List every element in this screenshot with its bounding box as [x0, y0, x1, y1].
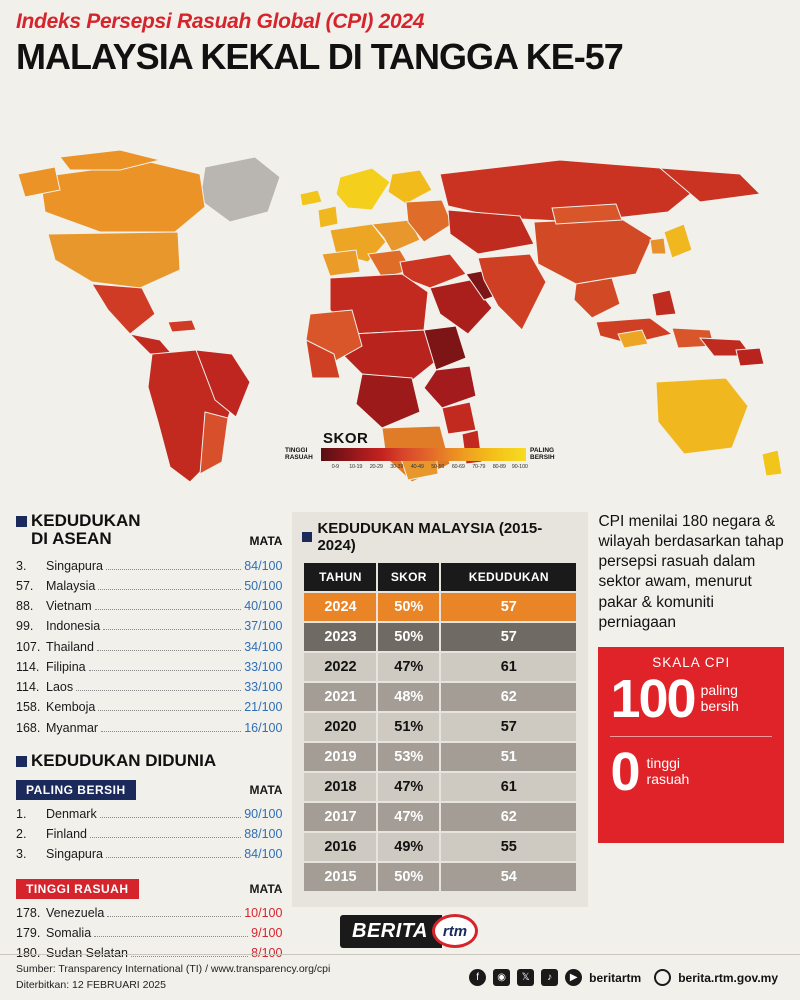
score-value: 84/100	[244, 558, 283, 573]
cell-rank: 55	[441, 833, 576, 861]
youtube-icon[interactable]: ▶	[565, 969, 582, 986]
world-title: KEDUDUKAN DIDUNIA	[31, 750, 217, 770]
social-handle: beritartm	[589, 970, 642, 985]
world-map	[0, 82, 800, 492]
col-header-year: TAHUN	[304, 563, 376, 591]
score-value: 40/100	[244, 599, 283, 614]
cell-rank: 54	[441, 863, 576, 891]
list-item	[16, 596, 282, 616]
cell-year: 2016	[304, 833, 376, 861]
scale-top-label	[701, 683, 739, 714]
score-value: 90/100	[244, 806, 283, 821]
website-url[interactable]: berita.rtm.gov.my	[678, 970, 778, 985]
cleanest-badge: PALING BERSIH	[16, 780, 136, 800]
bullet-square-icon	[302, 532, 312, 542]
cell-rank: 62	[441, 683, 576, 711]
legend-right-label: PALING BERSIH	[530, 447, 555, 462]
rank: 179.	[16, 925, 41, 940]
asean-section-heading	[16, 512, 282, 548]
cell-score: 53%	[378, 743, 439, 771]
legend-tick: 40-49	[410, 463, 424, 470]
country-name: Vietnam	[46, 599, 92, 614]
info-column	[598, 512, 784, 963]
dot-leader	[98, 589, 241, 590]
source-line1: Sumber: Transparency International (TI) / www.transparency.org/cpi	[16, 963, 331, 976]
legend-gradient-bar	[321, 448, 526, 461]
score-value: 84/100	[244, 847, 283, 862]
list-item	[16, 637, 282, 657]
ranking-column	[16, 512, 282, 963]
malaysia-ranking-table	[302, 561, 578, 893]
list-item	[16, 657, 282, 677]
berita-wordmark: BERITA	[340, 915, 442, 948]
corrupt-score-header: MATA	[249, 881, 283, 896]
cell-rank: 61	[441, 773, 576, 801]
table-row	[304, 683, 576, 711]
rank: 180.	[16, 946, 41, 961]
cell-score: 51%	[378, 713, 439, 741]
asean-score-header: MATA	[249, 534, 283, 549]
col-header-rank: KEDUDUKAN	[441, 563, 576, 591]
score-value: 9/100	[251, 925, 283, 940]
legend-tick: 0-9	[331, 463, 339, 470]
rtm-mark: rtm	[432, 914, 478, 948]
cpi-scale-card	[598, 647, 784, 843]
score-value: 21/100	[244, 700, 283, 715]
rank: 114.	[16, 680, 40, 695]
list-item	[16, 576, 282, 596]
kicker-title: Indeks Persepsi Rasuah Global (CPI) 2024	[16, 10, 425, 33]
malaysia-table-box	[292, 512, 588, 907]
dot-leader	[103, 629, 241, 630]
country-name: Somalia	[46, 925, 92, 940]
table-row	[304, 623, 576, 651]
rank: 3.	[16, 558, 27, 573]
dot-leader	[95, 609, 242, 610]
legend-ticks	[325, 464, 530, 470]
source-line2: Diterbitkan: 12 FEBRUARI 2025	[16, 978, 166, 991]
cell-score: 48%	[378, 683, 439, 711]
social-links	[469, 969, 784, 986]
corrupt-badge: TINGGI RASUAH	[16, 879, 139, 899]
scale-top-value: 100	[610, 668, 695, 729]
facebook-icon[interactable]: f	[469, 969, 486, 986]
divider	[610, 736, 772, 737]
scale-top-label-line1: paling	[700, 682, 738, 699]
legend-tick: 50-59	[431, 463, 445, 470]
globe-icon	[654, 969, 671, 986]
dot-leader	[106, 569, 241, 570]
score-value: 88/100	[244, 827, 283, 842]
cleanest-list	[16, 804, 282, 865]
cell-rank: 61	[441, 653, 576, 681]
asean-list	[16, 556, 282, 738]
rank: 168.	[16, 720, 41, 735]
dot-leader	[94, 936, 248, 937]
legend-title: SKOR	[323, 430, 369, 447]
country-name: Filipina	[46, 659, 86, 674]
legend-tick: 10-19	[349, 463, 363, 470]
list-item	[16, 844, 282, 864]
scale-title: SKALA CPI	[652, 654, 731, 670]
rank: 107.	[16, 639, 41, 654]
cell-year: 2021	[304, 683, 376, 711]
legend-tick: 90-100	[511, 463, 528, 470]
cell-score: 50%	[378, 593, 439, 621]
country-name: Venezuela	[46, 905, 105, 920]
country-name: Kemboja	[46, 700, 96, 715]
instagram-icon[interactable]: ◉	[493, 969, 510, 986]
cell-score: 50%	[378, 863, 439, 891]
asean-title-line1: KEDUDUKAN	[31, 511, 141, 530]
legend-tick: 30-39	[390, 463, 404, 470]
rank: 2.	[16, 827, 27, 842]
legend-tick: 60-69	[451, 463, 465, 470]
cell-score: 50%	[378, 623, 439, 651]
cell-year: 2015	[304, 863, 376, 891]
list-item	[16, 616, 282, 636]
score-value: 10/100	[244, 905, 283, 920]
dot-leader	[106, 857, 241, 858]
dot-leader	[98, 710, 241, 711]
rank: 57.	[16, 578, 34, 593]
score-value: 37/100	[244, 619, 283, 634]
country-name: Laos	[46, 680, 74, 695]
list-item	[16, 923, 282, 943]
dot-leader	[90, 837, 241, 838]
table-row	[304, 593, 576, 621]
cell-rank: 51	[441, 743, 576, 771]
cell-rank: 62	[441, 803, 576, 831]
x-twitter-icon[interactable]: 𝕏	[517, 969, 534, 986]
score-value: 16/100	[244, 720, 283, 735]
list-item	[16, 556, 282, 576]
legend-tick: 80-89	[492, 463, 506, 470]
cell-year: 2024	[304, 593, 376, 621]
cell-year: 2018	[304, 773, 376, 801]
table-row	[304, 743, 576, 771]
dot-leader	[107, 916, 241, 917]
dot-leader	[76, 690, 241, 691]
country-name: Indonesia	[46, 619, 101, 634]
country-name: Finland	[46, 827, 87, 842]
dot-leader	[97, 650, 241, 651]
cell-year: 2022	[304, 653, 376, 681]
berita-rtm-logo	[340, 914, 478, 948]
cpi-description: CPI menilai 180 negara & wilayah berdasarkan tahap persepsi rasuah dalam sektor awam, menurut pakar & komuniti perniagaan	[598, 513, 784, 631]
country-name: Myanmar	[46, 720, 99, 735]
country-name: Singapura	[46, 558, 103, 573]
bullet-square-icon	[16, 756, 27, 767]
rank: 88.	[16, 599, 34, 614]
cell-score: 47%	[378, 773, 439, 801]
dot-leader	[100, 817, 241, 818]
col-header-score: SKOR	[378, 563, 439, 591]
list-item	[16, 718, 282, 738]
cell-year: 2017	[304, 803, 376, 831]
list-item	[16, 824, 282, 844]
malaysia-table-column	[292, 512, 588, 963]
header	[0, 0, 800, 78]
score-value: 50/100	[244, 578, 283, 593]
rank: 99.	[16, 619, 34, 634]
cell-year: 2019	[304, 743, 376, 771]
cleanest-score-header: MATA	[249, 782, 283, 797]
table-row	[304, 713, 576, 741]
cleanest-header-row	[16, 780, 282, 800]
table-row	[304, 773, 576, 801]
footer	[0, 954, 800, 1000]
cell-score: 47%	[378, 803, 439, 831]
malaysia-table-title: KEDUDUKAN MALAYSIA (2015-2024)	[317, 520, 543, 554]
malaysia-table-heading	[302, 520, 578, 554]
legend-left-label: TINGGI RASUAH	[285, 447, 313, 462]
cell-score: 47%	[378, 653, 439, 681]
dot-leader	[101, 731, 241, 732]
list-item	[16, 804, 282, 824]
cell-rank: 57	[441, 713, 576, 741]
dot-leader	[89, 670, 242, 671]
scale-bottom-label	[647, 756, 690, 787]
score-value: 33/100	[244, 680, 283, 695]
cell-year: 2023	[304, 623, 376, 651]
table-row	[304, 863, 576, 891]
scale-bottom-label-line1: tinggi	[646, 755, 680, 772]
rank: 1.	[16, 806, 27, 821]
list-item	[16, 903, 282, 923]
scale-top-label-line2: bersih	[700, 697, 739, 714]
legend-tick: 70-79	[472, 463, 486, 470]
tiktok-icon[interactable]: ♪	[541, 969, 558, 986]
world-section-heading	[16, 752, 282, 770]
table-header-row	[304, 563, 576, 591]
cell-rank: 57	[441, 593, 576, 621]
table-row	[304, 803, 576, 831]
rank: 114.	[16, 659, 40, 674]
score-value: 34/100	[244, 639, 283, 654]
cell-score: 49%	[378, 833, 439, 861]
map-legend	[285, 430, 585, 470]
table-row	[304, 653, 576, 681]
corrupt-header-row	[16, 879, 282, 899]
country-name: Malaysia	[46, 578, 96, 593]
rank: 158.	[16, 700, 41, 715]
rank: 3.	[16, 847, 27, 862]
page-title: MALAYSIA KEKAL DI TANGGA KE-57	[16, 36, 623, 77]
bullet-square-icon	[16, 516, 27, 527]
list-item	[16, 697, 282, 717]
legend-tick: 20-29	[369, 463, 383, 470]
country-name: Denmark	[46, 806, 97, 821]
score-value: 8/100	[251, 946, 283, 961]
list-item	[16, 677, 282, 697]
rank: 178.	[16, 905, 41, 920]
country-name: Thailand	[46, 639, 94, 654]
cell-rank: 57	[441, 623, 576, 651]
country-name: Sudan Selatan	[46, 946, 129, 961]
scale-bottom-label-line2: rasuah	[646, 770, 690, 787]
source-text	[16, 962, 330, 992]
country-name: Singapura	[46, 847, 103, 862]
table-row	[304, 833, 576, 861]
score-value: 33/100	[244, 659, 283, 674]
scale-bottom-value: 0	[610, 741, 641, 802]
cell-year: 2020	[304, 713, 376, 741]
asean-title-line2: DI ASEAN	[31, 528, 112, 548]
